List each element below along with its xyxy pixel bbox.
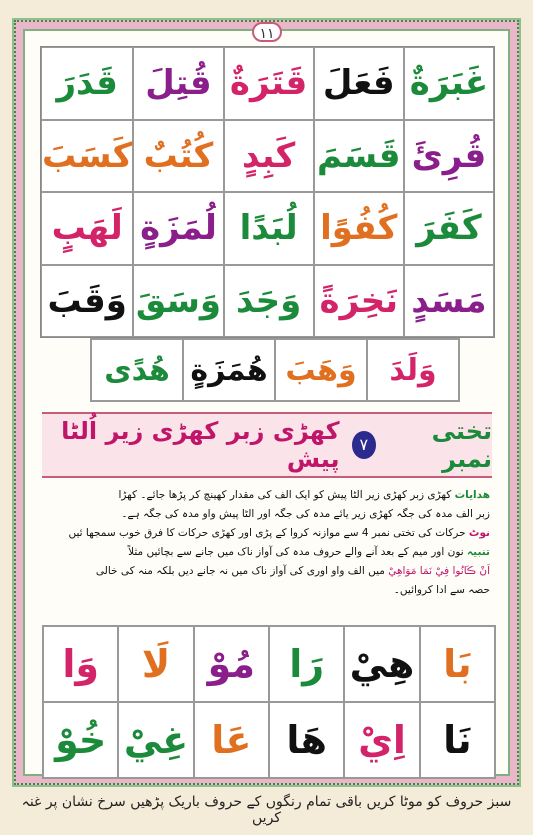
- word-cell: قُرِئَ: [404, 120, 494, 193]
- word-cell: هُمَزَةٍ: [183, 339, 275, 401]
- word-cell: لُبَدًا: [224, 192, 314, 265]
- note-label: نوٹ: [468, 527, 490, 539]
- lesson-title-label: تختی نمبر: [431, 417, 492, 473]
- lesson-title-topic: کھڑی زبر کھڑی زیر اُلٹا پیش: [61, 417, 340, 473]
- letter-cell: هَا: [269, 702, 344, 778]
- instruction-line: [46, 562, 490, 581]
- word-cell: كَبِدٍ: [224, 120, 314, 193]
- word-cell: لَهَبٍ: [41, 192, 133, 265]
- instruction-text: نون اور میم کے بعد آنے والے حروف مدہ کی آواز ناک میں جانے سے بچائیں مثلاً: [128, 546, 464, 558]
- letter-cell: هِيْ: [344, 626, 419, 702]
- instruction-line: [46, 543, 490, 562]
- hidayat-label: ھدایات: [454, 489, 490, 501]
- instructions-block: [46, 486, 490, 600]
- letter-cell: وَا: [43, 626, 118, 702]
- word-cell: هُدًى: [91, 339, 183, 401]
- instruction-line: [46, 581, 490, 600]
- lesson-banner: [42, 412, 492, 478]
- lesson-number-badge: ۷: [352, 431, 377, 459]
- word-row-five: [90, 338, 460, 402]
- word-cell: قَسَمَ: [314, 120, 404, 193]
- letter-cell: بَا: [420, 626, 495, 702]
- letter-cell: رَا: [269, 626, 344, 702]
- instruction-line: [46, 486, 490, 505]
- word-cell: وَقَبَ: [41, 265, 133, 338]
- word-cell: كَسَبَ: [41, 120, 133, 193]
- word-cell: نَخِرَةً: [314, 265, 404, 338]
- word-cell: وَلَدَ: [367, 339, 459, 401]
- word-cell: غَبَرَةٌ: [404, 47, 494, 120]
- instruction-text: کھڑی زبر کھڑی زیر الٹا پیش کو ایک الف کی مقدار کھینچ کر پڑھا جائے۔ کھڑا: [118, 489, 452, 501]
- letter-cell: مُوْ: [194, 626, 269, 702]
- word-cell: فَعَلَ: [314, 47, 404, 120]
- letter-cell: غِيْ: [118, 702, 193, 778]
- instruction-line: [46, 505, 490, 524]
- instruction-text: حصہ سے ادا کروائیں۔: [393, 584, 490, 596]
- letter-grid: [42, 625, 496, 779]
- letter-cell: خُوْ: [43, 702, 118, 778]
- word-cell: وَجَدَ: [224, 265, 314, 338]
- word-cell: وَهَبَ: [275, 339, 367, 401]
- letter-cell: نَا: [420, 702, 495, 778]
- tanbeeh-label: تنبیہ: [467, 546, 490, 558]
- word-cell: قُتِلَ: [133, 47, 223, 120]
- letter-cell: اِيْ: [344, 702, 419, 778]
- instruction-text: زبر الف مدہ کی جگہ کھڑی زیر یائے مدہ کی جگہ اور الٹا پیش واو مدہ کی جگہ ہے۔: [121, 508, 490, 520]
- word-cell: وَسَقَ: [133, 265, 223, 338]
- word-cell: لُمَزَةٍ: [133, 192, 223, 265]
- word-cell: قَدَرَ: [41, 47, 133, 120]
- footer-note: سبز حروف کو موٹا کریں باقی تمام رنگوں کے حروف باریک پڑھیں سرخ نشان پر غنہ کریں: [21, 794, 512, 826]
- word-cell: قَتَرَةٌ: [224, 47, 314, 120]
- word-cell: كَفَرَ: [404, 192, 494, 265]
- page-number: ١١: [252, 22, 282, 42]
- letter-cell: لَا: [118, 626, 193, 702]
- instruction-text: میں الف واو اوری کی آواز ناک میں نہ جانے دیں بلکہ منہ کی خالی: [95, 565, 385, 577]
- instruction-line: [46, 524, 490, 543]
- word-cell: كُتُبٌ: [133, 120, 223, 193]
- word-cell: مَسَدٍ: [404, 265, 494, 338]
- letter-cell: عَا: [194, 702, 269, 778]
- instruction-text: حرکات کی تختی نمبر 4 سے موازنہ کروا کے پڑی اور کھڑی حرکات کا فرق خوب سمجھا ئیں: [68, 527, 466, 539]
- word-cell: كُفُوًا: [314, 192, 404, 265]
- word-grid: [40, 46, 495, 338]
- example-text: اَنْ ڪَانُوا فِيْ نَمَا مَوَاهِيْ: [388, 565, 490, 577]
